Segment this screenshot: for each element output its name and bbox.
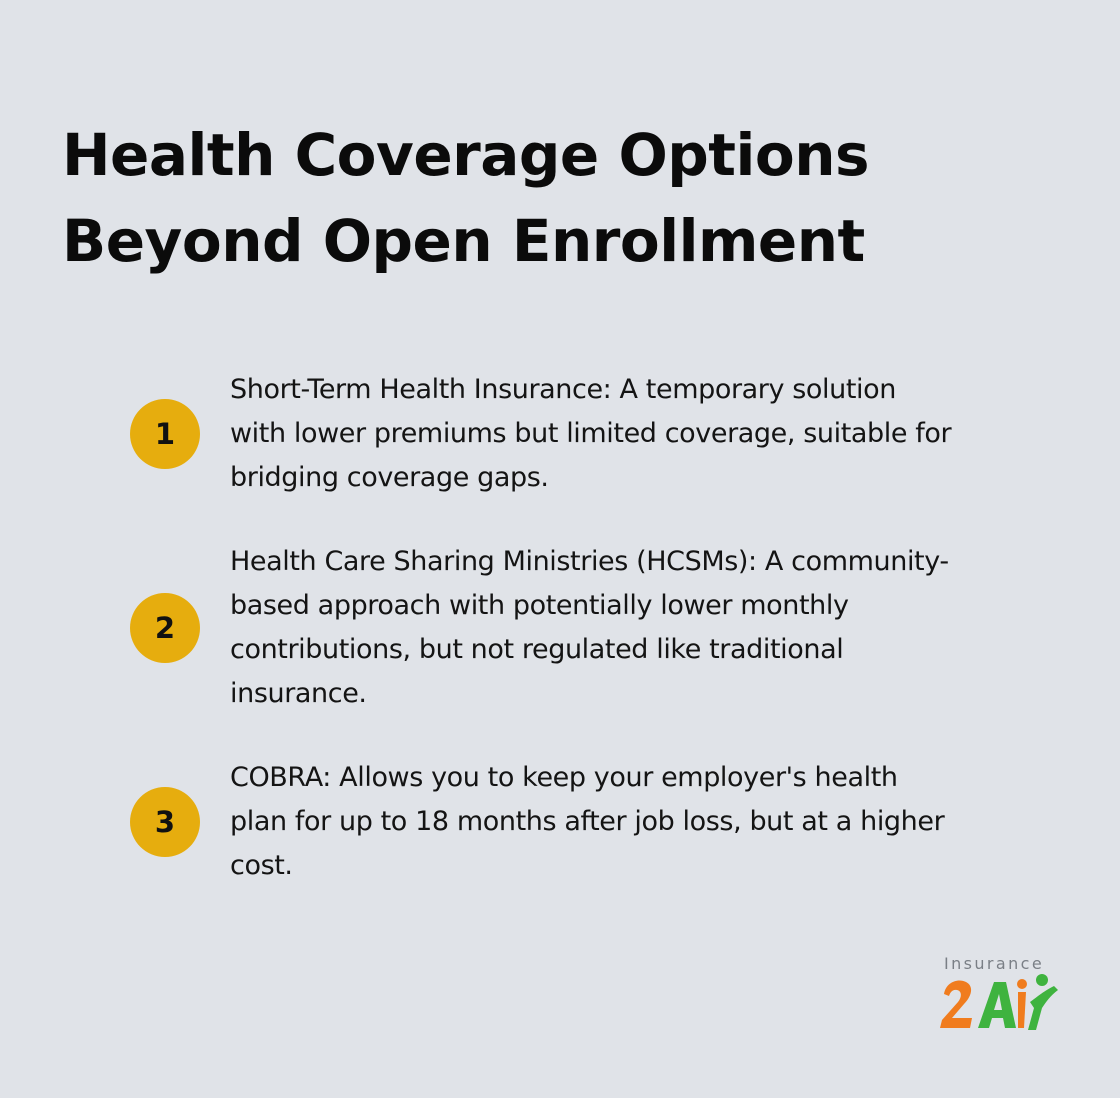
list-item-hcsm xyxy=(130,540,1060,716)
item-2-line-2: based approach with potentially lower monthly xyxy=(230,590,849,621)
item-description-3 xyxy=(230,756,1060,888)
item-description-1 xyxy=(230,368,1060,500)
item-2-line-1: Health Care Sharing Ministries (HCSMs): A community- xyxy=(230,546,949,577)
item-1-line-2: with lower premiums but limited coverage, suitable for xyxy=(230,418,952,449)
item-3-line-3: cost. xyxy=(230,850,293,881)
item-3-line-1: COBRA: Allows you to keep your employer's health xyxy=(230,762,898,793)
logo-wordmark: Insurance xyxy=(944,954,1045,973)
logo-two-glyph xyxy=(940,981,972,1029)
item-description-2 xyxy=(230,540,1060,716)
item-2-line-4: insurance. xyxy=(230,678,367,709)
item-3-line-2: plan for up to 18 months after job loss, but at a higher xyxy=(230,806,945,837)
list-item-short-term-insurance xyxy=(130,368,1060,500)
item-2-line-3: contributions, but not regulated like traditional xyxy=(230,634,844,665)
item-1-line-3: bridging coverage gaps. xyxy=(230,462,549,493)
number-badge-1: 1 xyxy=(130,399,200,469)
page-title-line-1: Health Coverage Options xyxy=(62,121,870,189)
logo-figure-head-green xyxy=(1036,974,1048,986)
insurance2ai-logo xyxy=(938,954,1064,1040)
logo-figure-body-green xyxy=(1028,986,1058,1030)
insurance2ai-logo-icon xyxy=(938,972,1064,1038)
logo-a-glyph xyxy=(978,982,1016,1028)
item-1-line-1: Short-Term Health Insurance: A temporary solution xyxy=(230,374,896,405)
logo-figure-body-orange xyxy=(1018,992,1026,1028)
page-title-line-2: Beyond Open Enrollment xyxy=(62,207,865,275)
list-item-cobra xyxy=(130,756,1060,888)
number-badge-3: 3 xyxy=(130,787,200,857)
number-badge-2: 2 xyxy=(130,593,200,663)
logo-figure-head-orange xyxy=(1017,979,1027,989)
